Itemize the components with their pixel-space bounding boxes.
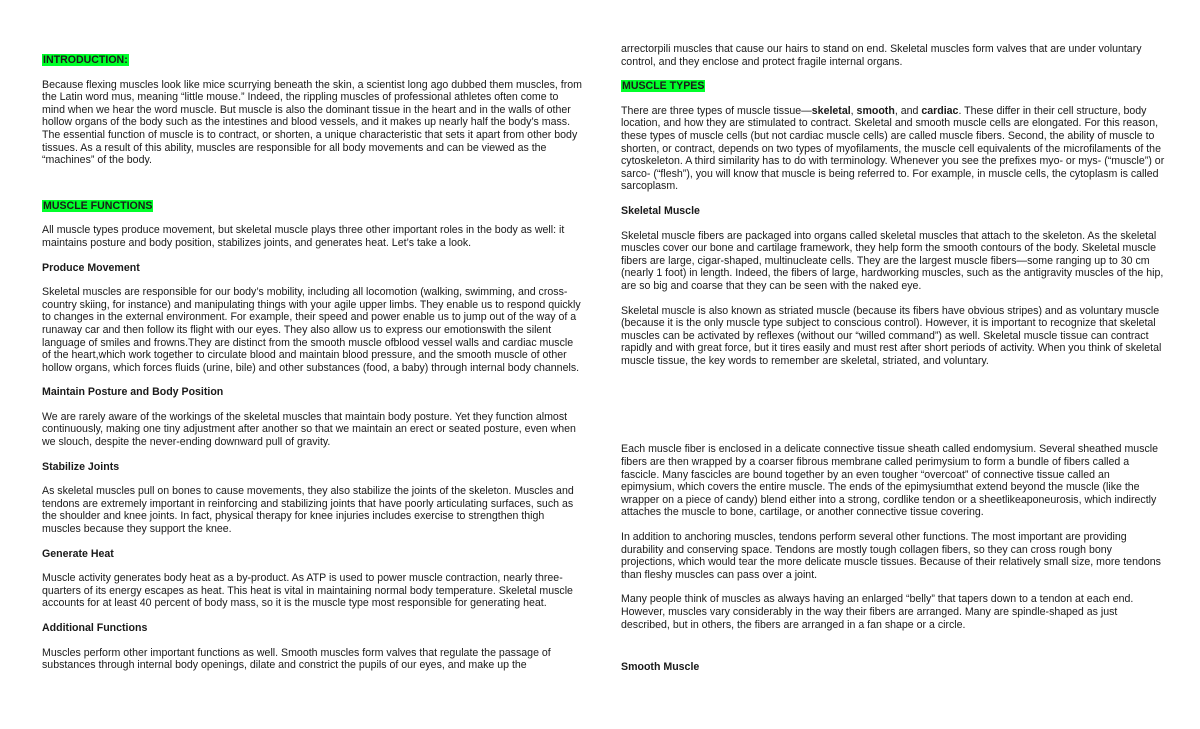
types-text [621, 105, 1166, 193]
intro-text: Because flexing muscles look like mice scurrying beneath the skin, a scientist long ago dubbed them muscles, from the Latin word mus, meaning “little mouse.” Indeed, the rippling muscles of professional athletes often come to mind when we hear the word muscle. But muscle is also the dominant tissue in the heart and in the walls of other hollow organs of the body such as the intestines and blood vessels, and it makes up nearly half the body’s mass. The essential function of muscle is to contract, or shorten, a unique characteristic that sets it apart from other body tissues. As a result of this ability, muscles are responsible for all body movements and can be viewed as the “machines” of the body. [42, 78, 582, 167]
posture-text: We are rarely aware of the workings of the skeletal muscles that maintain body posture. Yet they function almost continuously, making one tiny adjustment after another so that we maintain an erect or seated posture, even when we slouch, despite the never-ending downward pull of gravity. [42, 410, 576, 449]
heat-text: Muscle activity generates body heat as a by-product. As ATP is used to power muscle contraction, nearly three-quarters of its energy escapes as heat. This heat is vital in maintaining normal body temperature. Skeletal muscle accounts for at least 40 percent of body mass, so it is the muscle type most responsible for generating heat. [42, 572, 573, 610]
left-column [42, 54, 582, 672]
fiber-paragraph-2: In addition to anchoring muscles, tendons perform several other functions. The most important are providing durability and conserving space. Tendons are mostly tough collagen fibers, so they can cross rough bony projections, which would tear the more delicate muscle tissues. Because of their relatively small size, more tendons than fleshy muscles can pass over a joint. [621, 531, 1161, 581]
types-cardiac: cardiac [921, 104, 959, 117]
types-skeletal: skeletal [811, 104, 851, 117]
produce-text: Skeletal muscles are responsible for our body’s mobility, including all locomotion (walking, swimming, and cross-country skiing, for instance) and manipulating things with your agile upper limbs. They enable us to respond quickly to changes in the external environment. For example, their speed and power enable us to jump out of the way of a runaway car and then follow its flight with our eyes. They also allow us to express our emotionswith the silent language of smiles and frowns.They are distinct from the smooth muscle ofblood vessel walls and cardiac muscle of the heart,which work together to circulate blood and maintain blood pressure, and the smooth muscle of other hollow organs, which forces fluids (urine, bile) and other substances (food, a baby) through internal body channels. [42, 286, 581, 374]
joints-heading: Stabilize Joints [42, 460, 120, 473]
joints-text: As skeletal muscles pull on bones to cause movements, they also stabilize the joints of the skeleton. Muscles and tendons are extremely important in reinforcing and stabilizing joints that have poorly articulating surfaces, such as the shoulder and knee joints. In fact, physical therapy for knee injuries includes exercise to strengthen thigh muscles because they support the knee. [42, 485, 574, 536]
fiber-paragraph-1: Each muscle fiber is enclosed in a delicate connective tissue sheath called endomysium. Several sheathed muscle fibers are then wrapped by a coarser fibrous membrane called perimysium to form a bundle of fibers called a fascicle. Many fascicles are bound together by an even tougher “overcoat” of connective tissue called an epimysium, which covers the entire muscle. The ends of the epimysiumthat extend beyond the muscle (like the wrapper on a piece of candy) blend either into a strong, cordlike tendon or a sheetlikeaponeurosis, which indirectly attaches the muscle to bone, cartilage, or another connective tissue covering. [621, 443, 1159, 519]
smooth-heading: Smooth Muscle [621, 661, 700, 674]
types-heading: MUSCLE TYPES [622, 80, 705, 93]
posture-heading: Maintain Posture and Body Position [42, 386, 224, 399]
types-smooth: smooth [856, 104, 895, 117]
skeletal-paragraph-2: Skeletal muscle is also known as striated muscle (because its fibers have obvious stripes) and as voluntary muscle (because it is the only muscle type subject to conscious control). However, it is important to recognize that skeletal muscles can be activated by reflexes (without our “willed command”) as well. Skeletal muscle tissue can contract rapidly and with great force, but it tires easily and must rest after short periods of activity. When you think of skeletal muscle tissue, the key words to remember are skeletal, striated, and voluntary. [621, 304, 1162, 367]
intro-heading: INTRODUCTION: [43, 54, 128, 66]
types-text-c2: , and [894, 104, 922, 117]
right-column [621, 43, 1166, 674]
functions-heading: MUSCLE FUNCTIONS [43, 199, 153, 212]
types-text-c1: , [850, 104, 857, 117]
fiber-paragraph-3: Many people think of muscles as always having an enlarged “belly” that tapers down to a tendon at each end. However, muscles vary considerably in the way their fibers are arranged. Many are spindle-shaped as just described, but in others, the fibers are arranged in a fan shape or a circle. [621, 593, 1134, 631]
additional-heading: Additional Functions [42, 622, 148, 634]
produce-heading: Produce Movement [42, 261, 140, 274]
skeletal-paragraph-1: Skeletal muscle fibers are packaged into organs called skeletal muscles that attach to the skeleton. As the skeletal muscles cover our bone and cartilage framework, they help form the smooth contours of the body. Skeletal muscle fibers are large, cigar-shaped, multinucleate cells. They are the largest muscle fibers—some ranging up to 30 cm (nearly 1 foot) in length. Indeed, the fibers of large, hardworking muscles, such as the antigravity muscles of the hip, are so big and coarse that they can be seen with the naked eye. [621, 229, 1164, 292]
types-text-a: There are three types of muscle tissue— [621, 104, 812, 117]
types-text-d: . These differ in their cell structure, body location, and how they are stimulated to contract. Skeletal and smooth muscle cells are elongated. For this reason, these types of muscle cells (but not cardiac muscle cells) are called muscle fibers. Second, the ability of muscle to shorten, or contract, depends on two types of myofilaments, the muscle cell equivalents of the microfilaments of the cytoskeleton. A third similarity has to do with terminology. Whenever you see the prefixes myo- or mys- (“muscle”) or sarco- (“flesh”), you will know that muscle is being referred to. For example, in muscle cells, the cytoplasm is called sarcoplasm. [621, 104, 1165, 193]
additional-text: Muscles perform other important functions as well. Smooth muscles form valves that regulate the passage of substances through internal body openings, dilate and constrict the pupils of our eyes, and make up the [42, 646, 551, 672]
functions-text: All muscle types produce movement, but skeletal muscle plays three other important roles in the body as well: it maintains posture and body position, stabilizes joints, and generates heat. Let’s take a look. [42, 224, 565, 249]
continued-text: arrectorpili muscles that cause our hairs to stand on end. Skeletal muscles form valves that are under voluntary control, and they enclose and protect fragile internal organs. [621, 43, 1142, 68]
skeletal-heading: Skeletal Muscle [621, 204, 700, 217]
heat-heading: Generate Heat [42, 547, 114, 560]
